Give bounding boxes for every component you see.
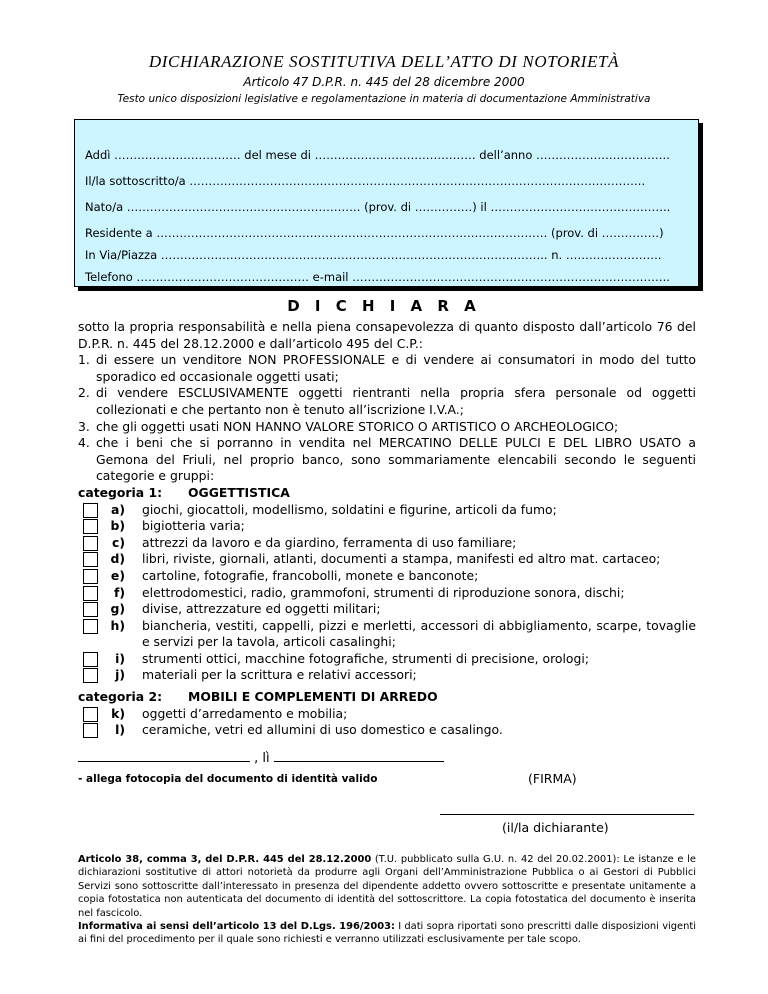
- attach-note: - allega fotocopia del documento di identità valido: [78, 773, 378, 785]
- category-item-c: c) attrezzi da lavoro e da giardino, ferramenta di uso familiare;: [78, 535, 696, 552]
- checkbox[interactable]: [83, 519, 98, 534]
- category-item-l: l) ceramiche, vetri ed allumini di uso domestico e casalingo.: [78, 722, 696, 739]
- category-item-g: g) divise, attrezzature ed oggetti militari;: [78, 601, 696, 618]
- category-item-i: i) strumenti ottici, macchine fotografiche, strumenti di precisione, orologi;: [78, 651, 696, 668]
- category-item-h: h) biancheria, vestiti, cappelli, pizzi e merletti, accessori di abbigliamento, scarpe, tovaglie e servizi per la tavola, articoli casalinghi;: [78, 618, 696, 651]
- point-2: 2. di vendere ESCLUSIVAMENTE oggetti rientranti nella propria sfera personale od oggetti collezionati e che pertanto non è tenuto all’iscrizione I.V.A.;: [78, 385, 696, 417]
- date-field[interactable]: Addì …………………………… del mese di …………………………………… dell’anno ……………………………..: [85, 148, 670, 162]
- art38-note: Articolo 38, comma 3, del D.P.R. 445 del 28.12.2000 (T.U. pubblicato sulla G.U. n. 42 del 20.02.2001): Le istanze e le dichiarazioni sostitutive di attori notorietà da produrre agli Organi dell’Amministrazione Pubblica o ai Gestori di Pubblici Servizi sono sottoscritte dall’interessato in presenza del dipendente addetto ovvero sottoscritte e presentate unitamente a copia fotostatica non autenticata del documento di identità del sottoscrittore. La copia fotostatica del documento è inserita nel fascicolo.: [78, 854, 696, 919]
- law-description: Testo unico disposizioni legislative e regolamentazione in materia di documentazione Amministrativa: [117, 93, 651, 105]
- personal-data-box: [74, 119, 699, 287]
- privacy-note: Informativa ai sensi dell’articolo 13 del D.Lgs. 196/2003: I dati sopra riportati sono prescritti dalle disposizioni vigenti ai fini del procedimento per il quale sono richiesti e verranno utilizzati esclusivamente per tale scopo.: [78, 921, 697, 946]
- place-field[interactable]: [78, 749, 250, 762]
- checkbox[interactable]: [83, 619, 98, 634]
- category-1-heading: categoria 1: OGGETTISTICA: [78, 484, 290, 500]
- checkbox[interactable]: [83, 569, 98, 584]
- checkbox[interactable]: [83, 536, 98, 551]
- checkbox[interactable]: [83, 723, 98, 738]
- checkbox[interactable]: [83, 586, 98, 601]
- declarant-label: (il/la dichiarante): [502, 820, 609, 835]
- checkbox[interactable]: [83, 552, 98, 567]
- category-item-d: d) libri, riviste, giornali, atlanti, documenti a stampa, manifesti ed altro mat. cartaceo;: [78, 551, 696, 568]
- signature-line[interactable]: [440, 814, 694, 815]
- checkbox[interactable]: [83, 668, 98, 683]
- footer-notes: [78, 853, 696, 947]
- point-4: 4. che i beni che si porranno in vendita nel MERCATINO DELLE PULCI E DEL LIBRO USATO a Gemona del Friuli, nel proprio banco, sono sommariamente elencabili secondo le seguenti categorie e gruppi:: [78, 435, 696, 484]
- category-item-a: a) giochi, giocattoli, modellismo, soldatini e figurine, articoli da fumo;: [78, 502, 696, 519]
- contact-field[interactable]: Telefono ……………………………………… e-mail ………………………………………………………………………..: [85, 270, 670, 284]
- address-field[interactable]: In Via/Piazza ……………………………………………………………………………………….. n. …………………….: [85, 248, 662, 262]
- checkbox[interactable]: [83, 707, 98, 722]
- document-title: DICHIARAZIONE SOSTITUTIVA DELL’ATTO DI NOTORIETÀ: [148, 52, 620, 71]
- category-item-f: f) elettrodomestici, radio, grammofoni, strumenti di riproduzione sonora, dischi;: [78, 585, 696, 602]
- category-item-j: j) materiali per la scrittura e relativi accessori;: [78, 667, 696, 684]
- residence-field[interactable]: Residente a ………………………………………………………………………………………… (prov. di ……………): [85, 226, 664, 240]
- checkbox[interactable]: [83, 652, 98, 667]
- declaration-heading: D I C H I A R A: [287, 297, 481, 315]
- birth-field[interactable]: Nato/a ……………………………………………………. (prov. di ……………) il ………………………………………..: [85, 200, 671, 214]
- signature-label: (FIRMA): [528, 771, 577, 786]
- checkbox[interactable]: [83, 503, 98, 518]
- checkbox[interactable]: [83, 602, 98, 617]
- category-item-b: b) bigiotteria varia;: [78, 518, 696, 535]
- category-item-e: e) cartoline, fotografie, francobolli, monete e banconote;: [78, 568, 696, 585]
- date-signature-field[interactable]: [274, 749, 444, 762]
- category-item-k: k) oggetti d’arredamento e mobilia;: [78, 706, 696, 723]
- category-2-heading: categoria 2: MOBILI E COMPLEMENTI DI ARREDO: [78, 689, 438, 705]
- place-date-line: [78, 749, 444, 766]
- law-reference: Articolo 47 D.P.R. n. 445 del 28 dicembre 2000: [243, 75, 525, 89]
- point-3: 3. che gli oggetti usati NON HANNO VALORE STORICO O ARTISTICO O ARCHEOLOGICO;: [78, 418, 619, 434]
- name-field[interactable]: Il/la sottoscritto/a ………………………………………………………………………………………………………..: [85, 174, 646, 188]
- place-date-separator: , lì: [254, 751, 270, 766]
- point-1: 1. di essere un venditore NON PROFESSIONALE e di vendere ai consumatori in modo del tutto sporadico ed occasionale oggetti usati;: [78, 352, 696, 384]
- intro-paragraph: sotto la propria responsabilità e nella piena consapevolezza di quanto disposto dall’articolo 76 del D.P.R. n. 445 del 28.12.2000 e dall’articolo 495 del C.P.:: [78, 319, 696, 351]
- declaration-body: [78, 319, 696, 739]
